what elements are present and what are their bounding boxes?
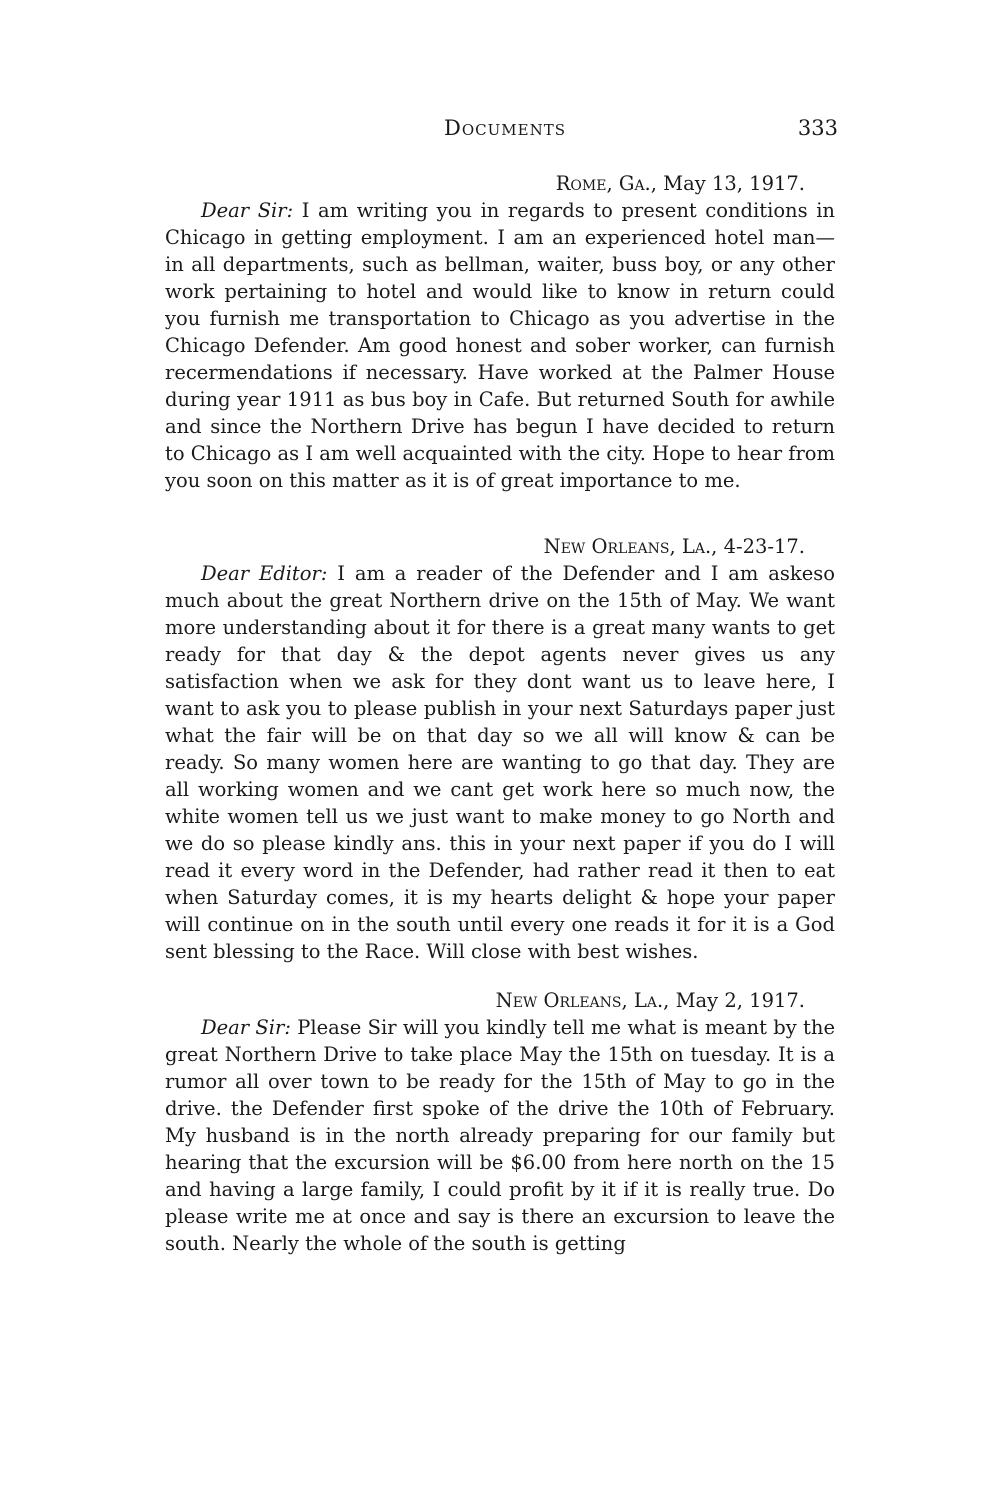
dateline xyxy=(165,533,835,560)
letter-rome xyxy=(165,170,835,494)
dateline-place: New Orleans, La., xyxy=(543,535,718,558)
dateline-date: May 13, 1917. xyxy=(663,172,805,195)
dateline-date: May 2, 1917. xyxy=(675,989,805,1012)
letter-body xyxy=(165,560,835,965)
dateline-place: Rome, Ga., xyxy=(555,172,657,195)
running-head xyxy=(172,116,838,146)
dateline xyxy=(165,170,835,197)
letter-new-orleans-1 xyxy=(165,533,835,965)
letter-text: Please Sir will you kindly tell me what is meant by the great Northern Drive to take place May the 15th on tuesday. It is a rumor all over town to be ready for the 15th of May to go in the drive. the Defender first spoke of the drive the 10th of February. My husband is in the north already preparing for our family but hearing that the excursion will be $6.00 from here north on the 15 and having a large family, I could profit by it if it is really true. Do please write me at once and say is there an excursion to leave the south. Nearly the whole of the south is getting xyxy=(165,1016,835,1255)
salutation: Dear Sir: xyxy=(201,1016,291,1039)
dateline-date: 4-23-17. xyxy=(723,535,805,558)
page-number: 333 xyxy=(797,116,838,140)
letter-new-orleans-2 xyxy=(165,987,835,1257)
letter-body xyxy=(165,1014,835,1257)
letter-text: I am a reader of the Defender and I am askeso much about the great Northern drive on the 15th of May. We want more understanding about it for there is a great many wants to get ready for that day & the depot agents never gives us any satisfaction when we ask for they dont want us to leave here, I want to ask you to please publish in your next Saturdays paper just what the fair will be on that day so we all will know & can be ready. So many women here are wanting to go that day. They are all working women and we cant get work here so much now, the white women tell us we just want to make money to go North and we do so please kindly ans. this in your next paper if you do I will read it every word in the Defender, had rather read it then to eat when Saturday comes, it is my hearts delight & hope your paper will continue on in the south until every one reads it for it is a God sent blessing to the Race. Will close with best wishes. xyxy=(165,562,836,963)
running-title: Documents xyxy=(444,116,566,140)
dateline xyxy=(165,987,835,1014)
salutation: Dear Editor: xyxy=(201,562,328,585)
letter-text: I am writing you in regards to present conditions in Chicago in getting employment. I am an experienced hotel man— in all departments, such as bellman, waiter, buss boy, or any other work pertaining to hotel and would like to know in return could you furnish me transportation to Chicago as you advertise in the Chicago Defender. Am good honest and sober worker, can furnish recermendations if necessary. Have worked at the Palmer House during year 1911 as bus boy in Cafe. But returned South for awhile and since the Northern Drive has begun I have decided to return to Chicago as I am well acquainted with the city. Hope to hear from you soon on this matter as it is of great importance to me. xyxy=(165,199,835,492)
letter-body xyxy=(165,197,835,494)
dateline-place: New Orleans, La., xyxy=(495,989,670,1012)
salutation: Dear Sir: xyxy=(201,199,294,222)
